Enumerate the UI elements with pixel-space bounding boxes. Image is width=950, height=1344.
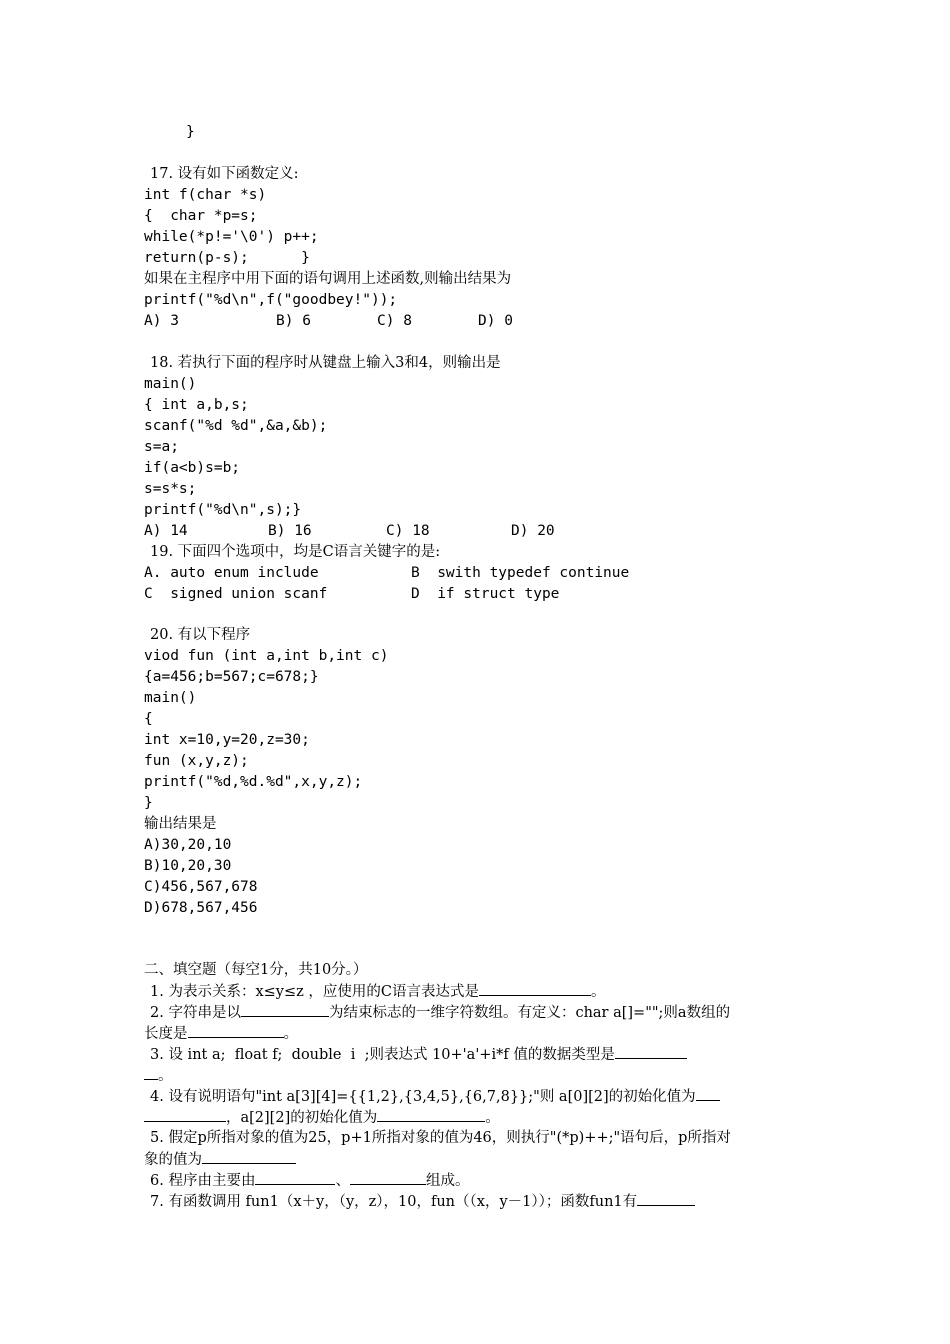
q17-code-line: return(p-s); } [144, 250, 310, 266]
q18-code-line: main() [144, 376, 197, 392]
answer-blank[interactable] [696, 1086, 720, 1101]
q17-option-d: D) 0 [478, 313, 513, 329]
q19-option-d: D if struct type [411, 586, 560, 602]
fill-item-7: 7. 有函数调用 fun1（x＋y，（y，z），10，fun（（x，y－1））；函数fun1有 [150, 1191, 695, 1211]
q20-option-b: B)10,20,30 [144, 858, 232, 874]
q19-title: 19. 下面四个选项中，均是C语言关键字的是: [150, 544, 441, 560]
fill-item-3: 3. 设 int a; float f; double i ;则表达式 10+'a'+i*f 值的数据类型是 [150, 1044, 687, 1064]
answer-blank[interactable] [202, 1149, 296, 1164]
q18-option-b: B) 16 [268, 523, 312, 539]
q17-prompt: 如果在主程序中用下面的语句调用上述函数,则输出结果为 [144, 271, 512, 287]
q18-option-a: A) 14 [144, 523, 188, 539]
q20-code-line: {a=456;b=567;c=678;} [144, 669, 319, 685]
q20-code-line: fun (x,y,z); [144, 753, 249, 769]
q20-code-line: main() [144, 690, 197, 706]
q17-option-b: B) 6 [276, 313, 311, 329]
q18-code-line: { int a,b,s; [144, 397, 249, 413]
q18-title: 18. 若执行下面的程序时从键盘上输入3和4，则输出是 [150, 355, 501, 371]
answer-blank[interactable] [255, 1170, 335, 1185]
q20-prompt: 输出结果是 [144, 816, 217, 832]
answer-blank[interactable] [479, 981, 591, 996]
q20-code-line: viod fun (int a,int b,int c) [144, 648, 389, 664]
fill-item-4-cont: ，a[2][2]的初始化值为 。 [144, 1107, 500, 1127]
q17-call: printf("%d\n",f("goodbey!")); [144, 292, 398, 308]
q17-code-line: int f(char *s) [144, 187, 267, 203]
fill-item-5-cont: 象的值为 [144, 1149, 296, 1169]
q20-option-d: D)678,567,456 [144, 900, 258, 916]
fill-item-6: 6. 程序由主要由 、 组成。 [150, 1170, 469, 1190]
q18-code-line: if(a<b)s=b; [144, 460, 241, 476]
q19-option-c: C signed union scanf [144, 586, 328, 602]
answer-blank[interactable] [377, 1107, 485, 1122]
answer-blank[interactable] [144, 1065, 158, 1080]
answer-blank[interactable] [188, 1023, 284, 1038]
answer-blank[interactable] [241, 1002, 329, 1017]
q18-code-line: s=a; [144, 439, 179, 455]
q17-code-line: while(*p!='\0') p++; [144, 229, 319, 245]
q19-option-a: A. auto enum include [144, 565, 319, 581]
q18-option-d: D) 20 [511, 523, 555, 539]
q18-option-c: C) 18 [386, 523, 430, 539]
q20-code-line: { [144, 711, 153, 727]
fill-item-2: 2. 字符串是以 为结束标志的一维字符数组。有定义：char a[]="";则a数组的 [150, 1002, 730, 1022]
q17-option-a: A) 3 [144, 313, 179, 329]
q20-title: 20. 有以下程序 [150, 627, 251, 643]
section2-heading: 二、填空题（每空1分，共10分。） [144, 962, 368, 978]
fill-item-5: 5. 假定p所指对象的值为25，p+1所指对象的值为46，则执行"(*p)++;"语句后，p所指对 [150, 1130, 731, 1146]
q17-title: 17. 设有如下函数定义: [150, 166, 299, 182]
q20-code-line: } [144, 795, 153, 811]
q18-code-line: scanf("%d %d",&a,&b); [144, 418, 328, 434]
q17-option-c: C) 8 [377, 313, 412, 329]
q20-option-a: A)30,20,10 [144, 837, 232, 853]
answer-blank[interactable] [144, 1107, 226, 1122]
fill-item-2-cont: 长度是 。 [144, 1023, 298, 1043]
closing-brace: } [186, 124, 195, 140]
fill-item-3-cont: 。 [144, 1065, 173, 1085]
q20-option-c: C)456,567,678 [144, 879, 258, 895]
answer-blank[interactable] [615, 1044, 687, 1059]
q18-code-line: printf("%d\n",s);} [144, 502, 302, 518]
fill-item-4: 4. 设有说明语句"int a[3][4]={{1,2},{3,4,5},{6,7,8}};"则 a[0][2]的初始化值为 [150, 1086, 720, 1106]
q17-code-line: { char *p=s; [144, 208, 258, 224]
q20-code-line: int x=10,y=20,z=30; [144, 732, 310, 748]
q18-code-line: s=s*s; [144, 481, 197, 497]
fill-item-1: 1. 为表示关系：x≤y≤z ，应使用的C语言表达式是 。 [150, 981, 605, 1001]
q19-option-b: B swith typedef continue [411, 565, 630, 581]
answer-blank[interactable] [350, 1170, 426, 1185]
answer-blank[interactable] [637, 1191, 695, 1206]
q20-code-line: printf("%d,%d.%d",x,y,z); [144, 774, 363, 790]
